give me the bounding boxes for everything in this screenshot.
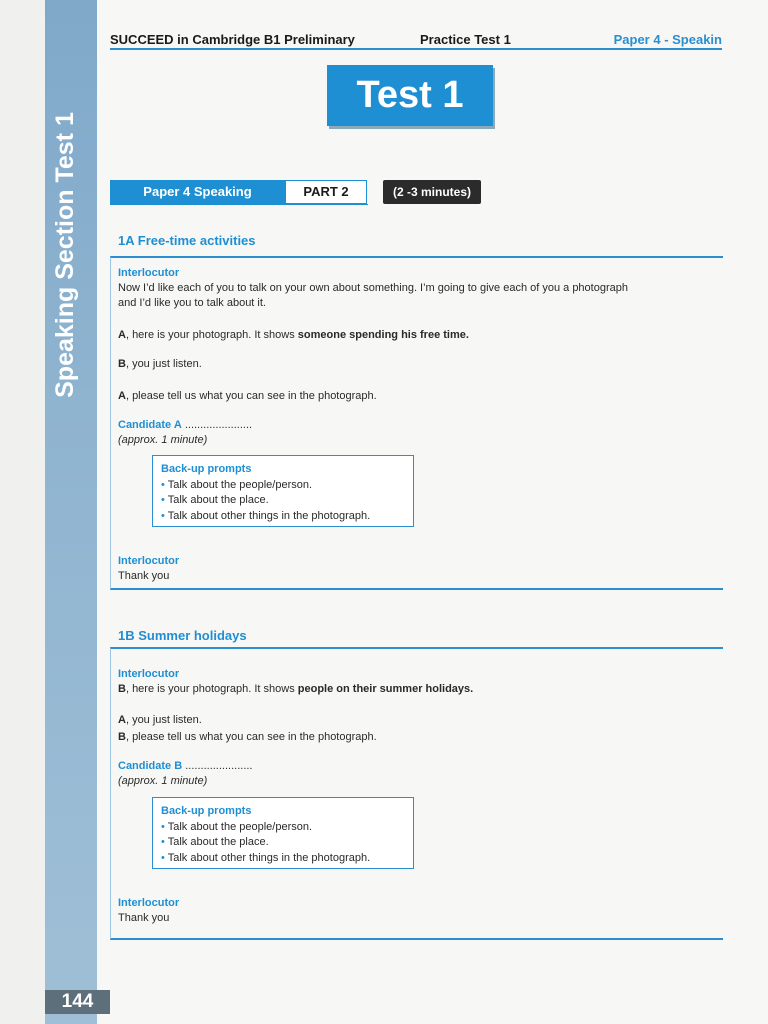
answer-dots: ...................... <box>185 760 253 772</box>
instruction-text: , you just listen. <box>125 358 202 370</box>
page-number: 144 <box>45 990 110 1014</box>
speaker-letter: A <box>118 329 126 341</box>
instruction-text: , here is your photograph. It shows <box>125 329 298 341</box>
instruction-block <box>118 713 708 745</box>
speaker-letter: B <box>118 358 126 370</box>
candidate-block <box>118 418 708 448</box>
bullet-icon: • <box>161 820 168 833</box>
instruction-line <box>118 389 708 404</box>
prompt-text: Talk about other things in the photograph. <box>167 851 371 864</box>
instruction-line <box>118 328 708 343</box>
closing-text: Thank you <box>118 570 170 582</box>
instruction-text: , please tell us what you can see in the photograph. <box>125 731 377 743</box>
prompt-text: Talk about the place. <box>167 836 269 848</box>
bullet-icon: • <box>161 494 168 506</box>
section-title: 1A Free-time activities <box>118 233 256 248</box>
part-label: PART 2 <box>285 180 367 204</box>
answer-dots: ...................... <box>184 419 253 431</box>
prompt-item <box>161 835 405 851</box>
speaker-letter: A <box>118 390 126 402</box>
interlocutor-label: Interlocutor <box>118 267 180 279</box>
bullet-icon: • <box>161 509 168 522</box>
sidebar-title: Speaking Section Test 1 <box>51 112 79 398</box>
instruction-line <box>118 730 708 745</box>
paper-bar-rule <box>110 204 368 205</box>
prompt-text: Talk about the people/person. <box>167 478 313 491</box>
instruction-text: , here is your photograph. It shows <box>125 683 298 695</box>
speaker-letter: A <box>118 714 126 726</box>
instruction-emphasis: someone spending his free time. <box>297 329 469 341</box>
interlocutor-label: Interlocutor <box>118 555 180 567</box>
prompt-item <box>161 820 405 836</box>
prompt-text: Talk about the place. <box>167 494 269 506</box>
instruction-text: , please tell us what you can see in the photograph. <box>125 390 377 402</box>
instruction-emphasis: people on their summer holidays. <box>297 683 474 695</box>
closing-block <box>118 896 708 926</box>
prompt-item <box>161 478 405 494</box>
bullet-icon: • <box>161 478 168 491</box>
prompt-text: Talk about other things in the photograph. <box>167 509 371 522</box>
candidate-label: Candidate B <box>118 760 183 772</box>
paper-name: Paper 4 Speaking <box>110 180 285 204</box>
interlocutor-label: Interlocutor <box>118 897 180 909</box>
time-note: (approx. 1 minute) <box>118 434 208 446</box>
intro-line: and I’d like you to talk about it. <box>118 297 266 309</box>
instruction-line <box>118 357 708 372</box>
prompt-text: Talk about the people/person. <box>167 820 313 833</box>
candidate-block <box>118 759 708 789</box>
candidate-label: Candidate A <box>118 419 182 431</box>
running-header <box>110 30 722 50</box>
speaker-letter: B <box>118 683 126 695</box>
instruction-text: , you just listen. <box>125 714 202 726</box>
instruction-line <box>118 682 708 697</box>
prompts-title: Back-up prompts <box>161 805 252 817</box>
duration-badge: (2 -3 minutes) <box>383 180 481 204</box>
prompt-item <box>161 493 405 509</box>
page-margin <box>0 0 45 1024</box>
page-title: Test 1 <box>327 65 493 126</box>
bullet-icon: • <box>161 851 168 864</box>
time-note: (approx. 1 minute) <box>118 775 208 787</box>
backup-prompts-box <box>152 455 414 527</box>
backup-prompts-box <box>152 797 414 869</box>
closing-block <box>118 554 708 584</box>
test-label: Practice Test 1 <box>420 32 511 47</box>
bullet-icon: • <box>161 836 168 848</box>
interlocutor-label: Interlocutor <box>118 668 180 680</box>
paper-label: Paper 4 - Speakin <box>613 32 722 47</box>
section-title: 1B Summer holidays <box>118 628 247 643</box>
prompt-item <box>161 851 405 867</box>
closing-text: Thank you <box>118 912 170 924</box>
book-title: SUCCEED in Cambridge B1 Preliminary <box>110 32 355 47</box>
interlocutor-block <box>118 266 708 311</box>
speaker-letter: B <box>118 731 126 743</box>
interlocutor-block <box>118 667 708 697</box>
prompt-item <box>161 509 405 525</box>
intro-line: Now I’d like each of you to talk on your own about something. I’m going to give each of you a photograph <box>118 282 628 294</box>
instruction-line <box>118 713 708 728</box>
prompts-title: Back-up prompts <box>161 463 252 475</box>
